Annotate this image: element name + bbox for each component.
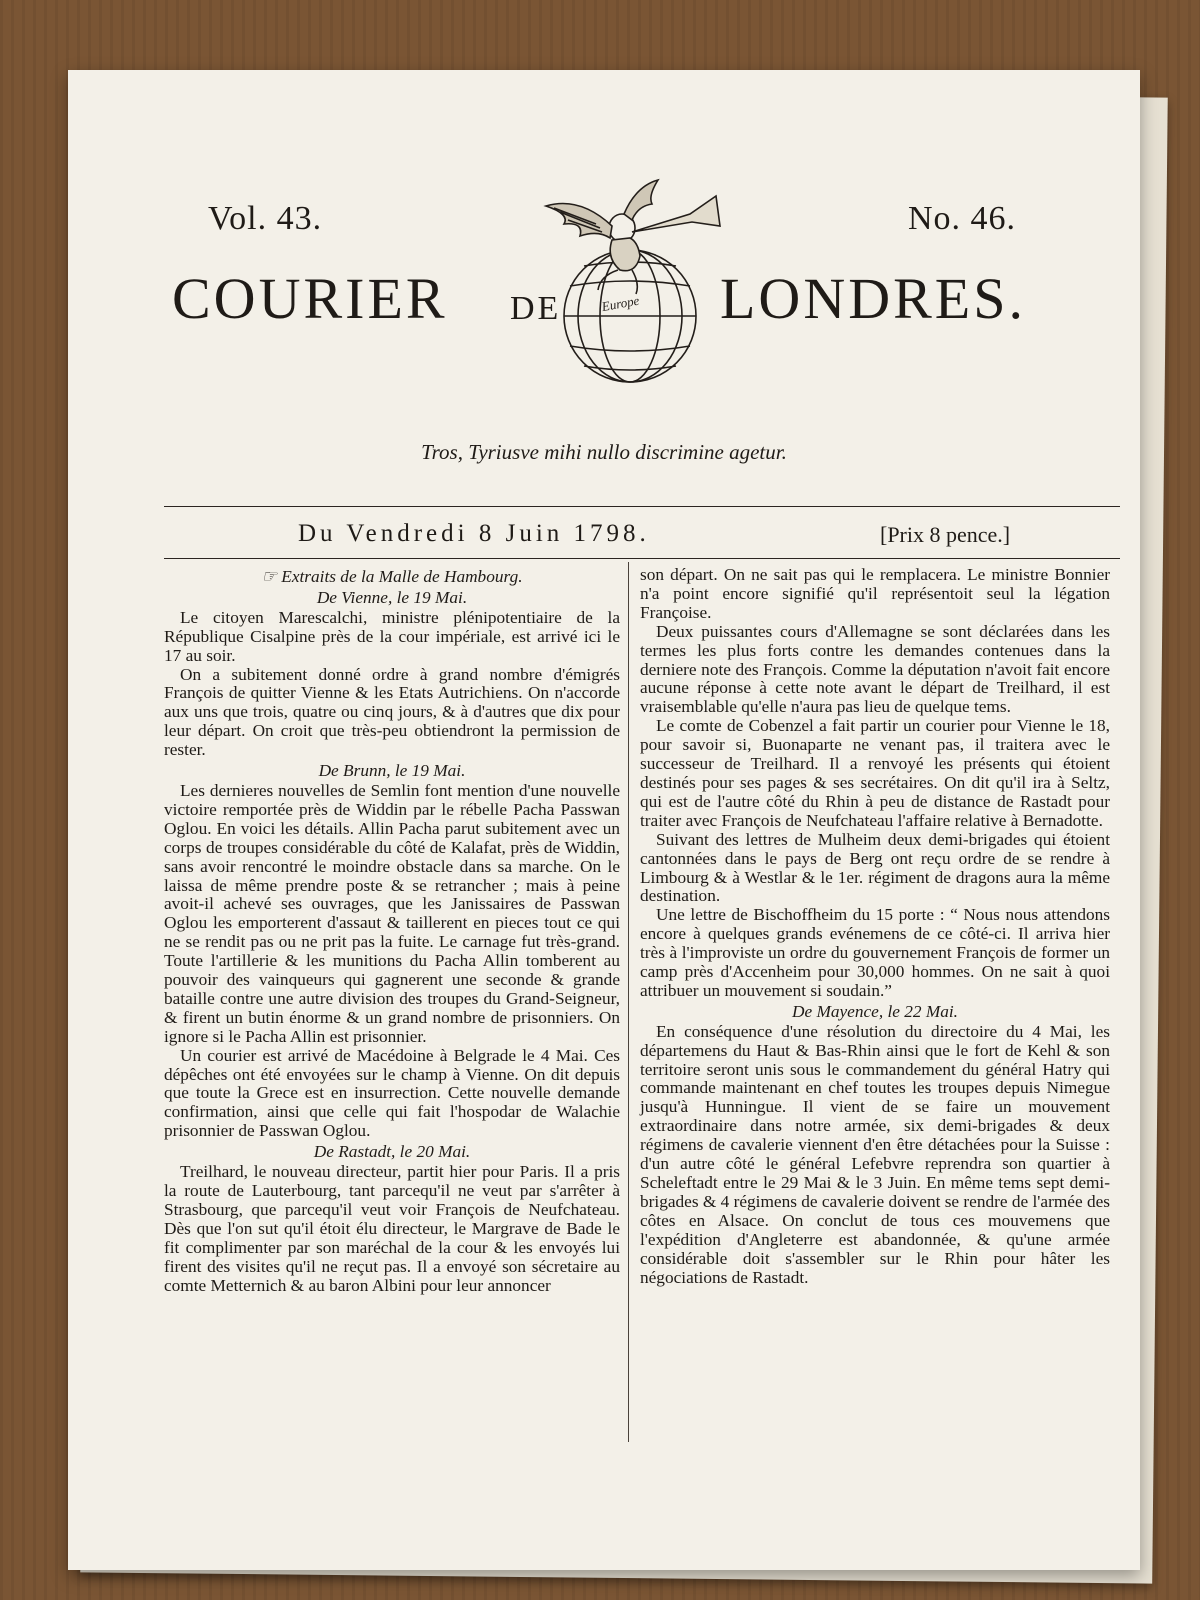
article-paragraph: Le comte de Cobenzel a fait partir un courier pour Vienne le 18, pour savoir si, Buonaparte ne venant pas, il traitera avec le successeur de Treilhard. Il a renvoyé les présents qui étoient destinés pour ses pages & ses secrétaires. On dit qu'il ira à Seltz, qui est de l'autre côté du Rhin à peu de distance de Rastadt pour traiter avec François de Neufchateau l'affaire relative à Bernadotte. bbox=[640, 716, 1110, 830]
article-paragraph-continued: son départ. On ne sait pas qui le remplacera. Le ministre Bonnier n'a point encore signifié qu'il représentoit seul la légation Françoise. bbox=[640, 565, 1110, 622]
left-column bbox=[164, 566, 620, 1295]
article-paragraph: En conséquence d'une résolution du directoire du 4 Mai, les départemens du Haut & Bas-Rhin ainsi que le fort de Kehl & son territoire seront unis sous le commandement du général Hatry qui commande maintenant en chef toutes les troupes depuis Nimegue jusqu'à Hunningue. Il vient de se faire un mouvement extraordinaire dans notre armée, six demi-brigades & deux régimens de cavalerie viennent d'en être détachées pour la Suisse : d'un autre côté le général Lefebvre reprendra son quartier à Scheleftadt entre le 29 Mai & le 3 Juin. En même tems sept demi-brigades & 4 régimens de cavalerie doivent se rendre de l'armée des côtes en Alsace. On conclut de tous ces mouvemens que l'expédition d'Angleterre est abandonnée, & qu'une armée considérable doit s'assembler sur le Rhin pour hâter les négociations de Rastadt. bbox=[640, 1021, 1110, 1287]
title-londres: LONDRES. bbox=[720, 266, 1026, 331]
dateline-mayence: De Mayence, le 22 Mai. bbox=[791, 1001, 959, 1021]
column-divider bbox=[628, 562, 629, 1442]
article-paragraph: Un courier est arrivé de Macédoine à Belgrade le 4 Mai. Ces dépêches ont été envoyées sur le champ à Vienne. On dit depuis que toute la Grece est en insurrection. Cette nouvelle demande confirmation, ainsi que celle qui fait l'hospodar de Walachie prisonnier de Passwan Oglou. bbox=[164, 1045, 620, 1141]
newspaper-page bbox=[68, 70, 1140, 1570]
article-paragraph: Deux puissantes cours d'Allemagne se sont déclarées dans les termes les plus forts contre les demandes contenues dans la derniere note des François. Comme la députation n'avoit fait encore aucune réponse à cette note avant le départ de Treilhard, il est vraisemblable qu'elle n'aura pas lieu de quelque tems. bbox=[640, 621, 1110, 717]
article-paragraph: On a subitement donné ordre à grand nombre d'émigrés François de quitter Vienne & les Etats Autrichiens. On n'accorde aux uns que trois, quatre ou cinq jours, & à d'autres que dix pour leur départ. On croit que très-peu obtiendront la permission de rester. bbox=[164, 664, 620, 760]
article-paragraph: Suivant des lettres de Mulheim deux demi-brigades qui étoient cantonnées dans le pays de Berg ont reçu ordre de se rendre à Limbourg & à Westlar & le 1er. régiment de dragons aura la même destination. bbox=[640, 829, 1110, 906]
dateline-vienne: De Vienne, le 19 Mai. bbox=[316, 587, 468, 607]
dateline-brunn: De Brunn, le 19 Mai. bbox=[318, 761, 466, 781]
article-paragraph: Treilhard, le nouveau directeur, partit hier pour Paris. Il a pris la route de Lauterbourg, tant parcequ'il ne veut par s'arrêter à Strasbourg, que parcequ'il veut voir François de Neufchateau. Dès que l'on sut qu'il étoit élu directeur, le Margrave de Bade le fit complimenter par son maréchal de la cour & les envoyés lui firent des visites qu'il ne reçut pas. Il a envoyé son sécretaire au comte Metternich & au baron Albini pour leur annoncer bbox=[164, 1162, 620, 1295]
article-paragraph: Le citoyen Marescalchi, ministre plénipotentiaire de la République Cisalpine près de la cour impériale, est arrivé ici le 17 au soir. bbox=[164, 607, 620, 665]
bottom-rule bbox=[164, 558, 1120, 559]
volume-label: Vol. 43. bbox=[208, 200, 323, 237]
title-courier: COURIER bbox=[172, 266, 448, 331]
issue-number: No. 46. bbox=[908, 200, 1017, 237]
motto: Tros, Tyriusve mihi nullo discrimine agetur. bbox=[421, 440, 787, 464]
issue-price: [Prix 8 pence.] bbox=[880, 522, 1011, 547]
article-paragraph: Les dernieres nouvelles de Semlin font mention d'une nouvelle victoire remportée près de Widdin par le rébelle Pacha Passwan Oglou. En voici les détails. Allin Pacha parut subitement avec un corps de troupes considérable du côté de Kalafat, près de Widdin, sans avoir rencontré le moindre obstacle dans sa marche. On le laissa de même prendre poste & se retrancher ; mais à peine avoit-il achevé ses ouvrages, que les Janissaires de Passwan Oglou les emporterent d'assaut & taillerent en pieces tout ce qui ne se rendit pas ou ne prit pas la fuite. Le carnage fut très-grand. Toute l'artillerie & les munitions du Pacha Allin tomberent au pouvoir des vainqueurs qui gagnerent une seconde & grande bataille contre une autre division des troupes du Grand-Seigneur, & firent un butin énorme & un grand nombre de prisonniers. On ignore si le Pacha Allin est prisonnier. bbox=[164, 780, 620, 1046]
right-column bbox=[640, 566, 1110, 1287]
angel-globe-emblem bbox=[540, 166, 726, 386]
section-heading-hambourg: ☞ Extraits de la Malle de Hambourg. bbox=[261, 567, 523, 586]
emblem-europe-label: Europe bbox=[600, 292, 641, 315]
issue-date: Du Vendredi 8 Juin 1798. bbox=[298, 520, 650, 547]
title-de: DE bbox=[510, 290, 562, 327]
top-rule bbox=[164, 506, 1120, 507]
dateline-rastadt: De Rastadt, le 20 Mai. bbox=[313, 1142, 471, 1162]
article-paragraph: Une lettre de Bischoffheim du 15 porte : “ Nous nous attendons encore à quelques grands evénemens de ce côté-ci. Il arriva hier très à l'improviste un ordre du gouvernement François de former un camp près d'Accenheim pour 30,000 hommes. On ne sait à quoi attribuer un mouvement si soudain.” bbox=[640, 905, 1110, 1000]
